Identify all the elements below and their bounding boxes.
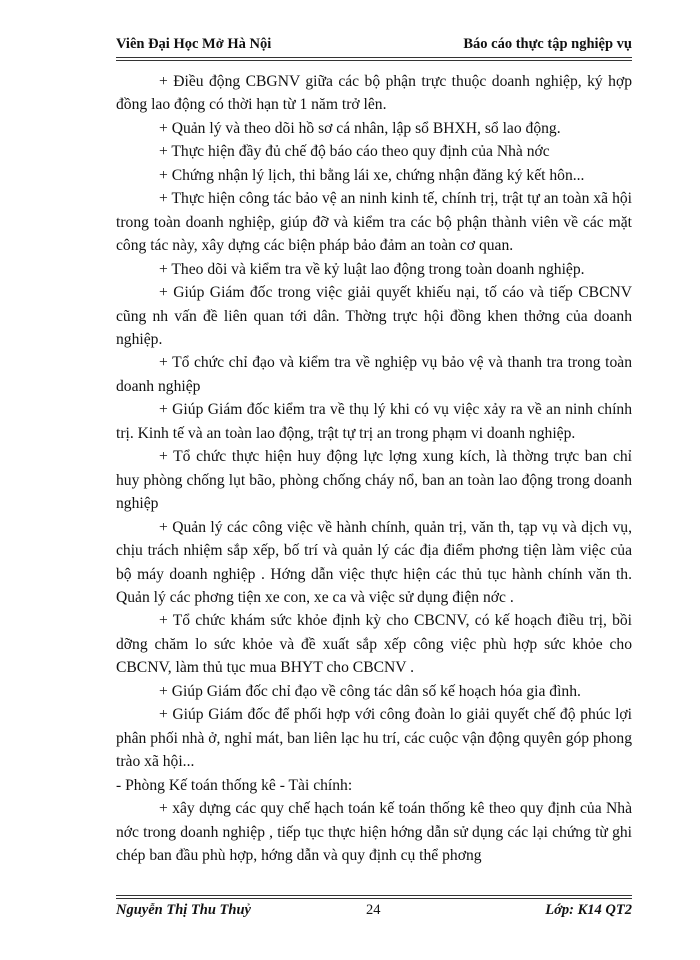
- paragraph: + xây dựng các quy chế hạch toán kế toán thống kê theo quy định của Nhà nớc trong doanh nghiệp , tiếp tục thực hiện hớng dẫn sử dụng các lại chứng từ ghi chép ban đầu phù hợp, hớng dẫn và quy định cụ thể phơng: [116, 800, 632, 864]
- paragraph: + Tổ chức thực hiện huy động lực lợng xung kích, là thờng trực ban chỉ huy phòng chống lụt bão, phòng chống cháy nổ, ban an toàn lao động trong doanh nghiệp: [116, 448, 632, 513]
- footer-rule-secondary: [116, 898, 632, 899]
- footer-author: Nguyễn Thị Thu Thuỷ: [116, 902, 251, 918]
- paragraph: + Tổ chức chỉ đạo và kiểm tra về nghiệp vụ bảo vệ và thanh tra trong toàn doanh nghiệp: [116, 354, 632, 395]
- paragraph: + Thực hiện công tác bảo vệ an ninh kinh tế, chính trị, trật tự an toàn xã hội trong toàn doanh nghiệp, giúp đỡ và kiểm tra các bộ phận thành viên về các mặt công tác này, xây dựng các biện pháp bảo đảm an toàn cơ quan.: [116, 190, 632, 255]
- paragraph: + Tổ chức khám sức khỏe định kỳ cho CBCNV, có kế hoạch điều trị, bồi dỡng chăm lo sức khỏe và đề xuất sắp xếp công việc phù hợp sức khỏe cho CBCNV, làm thủ tục mua BHYT cho CBCNV .: [116, 612, 632, 677]
- paragraph: + Giúp Giám đốc chỉ đạo về công tác dân số kế hoạch hóa gia đình.: [159, 682, 581, 700]
- page-body: [116, 70, 632, 867]
- paragraph: + Giúp Giám đốc trong việc giải quyết khiếu nại, tố cáo và tiếp CBCNV cũng nh vấn đề liên quan tới dân. Thờng trực hội đồng khen thởng của doanh nghiệp.: [116, 284, 632, 348]
- header-rule-secondary: [116, 60, 632, 61]
- footer-rule: [116, 895, 632, 896]
- page-number: 24: [366, 902, 381, 918]
- paragraph: + Điều động CBGNV giữa các bộ phận trực thuộc doanh nghiệp, ký hợp đồng lao động có thời hạn từ 1 năm trở lên.: [116, 73, 632, 114]
- page-footer: [116, 902, 632, 924]
- paragraph: + Giúp Giám đốc để phối hợp với công đoàn lo giải quyết chế độ phúc lợi phân phối nhà ở, nghỉ mát, ban liên lạc hu trí, các cuộc vận động quyên góp phong trào xã hội...: [116, 706, 632, 771]
- paragraph: + Theo dõi và kiểm tra về kỷ luật lao động trong toàn doanh nghiệp.: [159, 260, 585, 278]
- header-institution: Viên Đại Học Mở Hà Nội: [116, 36, 272, 52]
- paragraph: + Quản lý và theo dõi hồ sơ cá nhân, lập sổ BHXH, sổ lao động.: [159, 119, 561, 137]
- section-heading: - Phòng Kế toán thống kê - Tài chính:: [116, 776, 353, 794]
- header-rule: [116, 57, 632, 58]
- paragraph: + Chứng nhận lý lịch, thi bằng lái xe, chứng nhận đăng ký kết hôn...: [159, 166, 585, 184]
- footer-class: Lớp: K14 QT2: [545, 902, 632, 918]
- header-report-title: Báo cáo thực tập nghiệp vụ: [463, 36, 632, 52]
- page-header: [116, 36, 632, 56]
- paragraph: + Giúp Giám đốc kiểm tra về thụ lý khi có vụ việc xảy ra về an ninh chính trị. Kinh tế và an toàn lao động, trật tự trị an trong phạm vi doanh nghiệp.: [116, 401, 632, 442]
- paragraph: + Quản lý các công việc về hành chính, quản trị, văn th, tạp vụ và dịch vụ, chịu trách nhiệm sắp xếp, bố trí và quản lý các địa điểm phơng tiện làm việc của bộ máy doanh nghiệp . Hớng dẫn việc thực hiện các thủ tục hành chính văn th. Quản lý các phơng tiện xe con, xe ca và việc sử dụng điện nớc .: [116, 518, 632, 606]
- paragraph: + Thực hiện đầy đủ chế độ báo cáo theo quy định của Nhà nớc: [159, 143, 550, 161]
